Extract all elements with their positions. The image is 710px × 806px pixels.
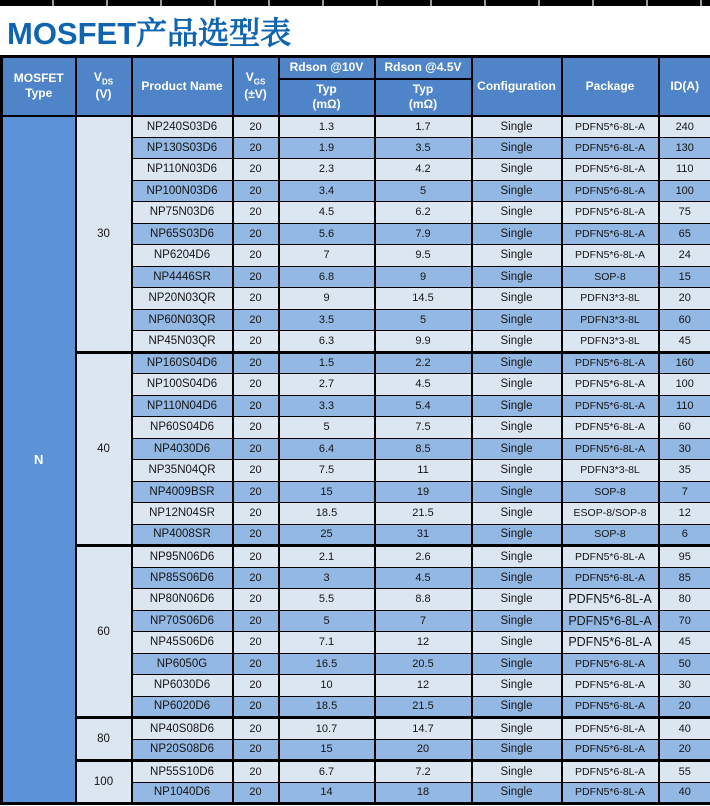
- rdson-4v5-cell: 12: [375, 632, 472, 654]
- rdson-4v5-cell: 7.2: [375, 761, 472, 783]
- configuration-cell: Single: [472, 632, 562, 654]
- rdson-10v-cell: 18.5: [279, 696, 375, 718]
- rdson-4v5-cell: 21.5: [375, 696, 472, 718]
- package-cell: PDFN5*6-8L-A: [562, 116, 659, 138]
- id-cell: 60: [659, 417, 710, 439]
- rdson-4v5-cell: 7.9: [375, 223, 472, 245]
- rdson-10v-cell: 9: [279, 288, 375, 310]
- product-name-cell: NP100S04D6: [132, 374, 233, 396]
- rdson-4v5-cell: 14.5: [375, 288, 472, 310]
- configuration-cell: Single: [472, 481, 562, 503]
- id-cell: 45: [659, 632, 710, 654]
- col-header-id: ID(A): [659, 57, 710, 116]
- rdson-4v5-cell: 11: [375, 460, 472, 482]
- configuration-cell: Single: [472, 116, 562, 138]
- configuration-cell: Single: [472, 374, 562, 396]
- product-name-cell: NP110N04D6: [132, 395, 233, 417]
- rdson-10v-cell: 1.5: [279, 352, 375, 374]
- table-body: [2, 116, 710, 804]
- product-name-cell: NP55S10D6: [132, 761, 233, 783]
- col-header-package: Package: [562, 57, 659, 116]
- vgs-cell: 20: [233, 524, 279, 546]
- rdson-10v-cell: 6.4: [279, 438, 375, 460]
- vgs-cell: 20: [233, 739, 279, 761]
- table-row: [2, 718, 710, 740]
- vds-group-cell: 100: [76, 761, 132, 804]
- configuration-cell: Single: [472, 653, 562, 675]
- package-cell: PDFN3*3-8L: [562, 288, 659, 310]
- table-row: [2, 352, 710, 374]
- product-name-cell: NP60N03QR: [132, 309, 233, 331]
- id-cell: 20: [659, 696, 710, 718]
- rdson-10v-cell: 3.5: [279, 309, 375, 331]
- vgs-cell: 20: [233, 374, 279, 396]
- package-cell: PDFN5*6-8L-A: [562, 180, 659, 202]
- vgs-symbol: V: [245, 70, 254, 85]
- product-name-cell: NP240S03D6: [132, 116, 233, 138]
- vgs-cell: 20: [233, 331, 279, 353]
- product-name-cell: NP100N03D6: [132, 180, 233, 202]
- rdson-4v5-cell: 4.5: [375, 567, 472, 589]
- vgs-cell: 20: [233, 567, 279, 589]
- col-header-vds: [76, 57, 132, 116]
- id-cell: 40: [659, 782, 710, 804]
- product-name-cell: NP12N04SR: [132, 503, 233, 525]
- id-cell: 80: [659, 589, 710, 611]
- id-cell: 85: [659, 567, 710, 589]
- package-cell: SOP-8: [562, 481, 659, 503]
- product-name-cell: NP60S04D6: [132, 417, 233, 439]
- package-cell: PDFN5*6-8L-A: [562, 438, 659, 460]
- rdson-4v5-cell: 9.9: [375, 331, 472, 353]
- rdson-10v-cell: 1.9: [279, 137, 375, 159]
- package-cell: PDFN5*6-8L-A: [562, 223, 659, 245]
- rdson-4v5-cell: 14.7: [375, 718, 472, 740]
- rdson-4v5-cell: 3.5: [375, 137, 472, 159]
- table-row: [2, 546, 710, 568]
- product-name-cell: NP45N03QR: [132, 331, 233, 353]
- rdson-4v5-cell: 7: [375, 610, 472, 632]
- configuration-cell: Single: [472, 524, 562, 546]
- rdson-4v5-cell: 31: [375, 524, 472, 546]
- id-cell: 40: [659, 718, 710, 740]
- rdson-4v5-cell: 2.2: [375, 352, 472, 374]
- vgs-cell: 20: [233, 460, 279, 482]
- configuration-cell: Single: [472, 137, 562, 159]
- col-header-product-name: Product Name: [132, 57, 233, 116]
- table-row: [2, 116, 710, 138]
- package-cell: PDFN5*6-8L-A: [562, 352, 659, 374]
- rdson-10v-cell: 15: [279, 481, 375, 503]
- vgs-cell: 20: [233, 116, 279, 138]
- rdson-10v-cell: 5: [279, 610, 375, 632]
- vds-group-cell: 40: [76, 352, 132, 546]
- col-header-rdson-10v: Rdson @10V: [279, 57, 375, 79]
- configuration-cell: Single: [472, 245, 562, 267]
- id-cell: 15: [659, 266, 710, 288]
- product-name-cell: NP65S03D6: [132, 223, 233, 245]
- configuration-cell: Single: [472, 223, 562, 245]
- vgs-cell: 20: [233, 266, 279, 288]
- configuration-cell: Single: [472, 266, 562, 288]
- mosfet-selection-table: [0, 55, 710, 805]
- rdson-10v-cell: 10: [279, 675, 375, 697]
- rdson-4v5-cell: 5: [375, 309, 472, 331]
- configuration-cell: Single: [472, 180, 562, 202]
- configuration-cell: Single: [472, 202, 562, 224]
- product-name-cell: NP80N06D6: [132, 589, 233, 611]
- rdson-10v-cell: 2.1: [279, 546, 375, 568]
- product-name-cell: NP20N03QR: [132, 288, 233, 310]
- rdson-10v-cell: 5: [279, 417, 375, 439]
- package-cell: PDFN3*3-8L: [562, 460, 659, 482]
- id-cell: 100: [659, 180, 710, 202]
- vgs-cell: 20: [233, 137, 279, 159]
- vgs-cell: 20: [233, 589, 279, 611]
- configuration-cell: Single: [472, 460, 562, 482]
- package-cell: PDFN5*6-8L-A: [562, 718, 659, 740]
- rdson-10v-cell: 3: [279, 567, 375, 589]
- rdson-4v5-cell: 20.5: [375, 653, 472, 675]
- configuration-cell: Single: [472, 352, 562, 374]
- product-name-cell: NP45S06D6: [132, 632, 233, 654]
- vgs-cell: 20: [233, 782, 279, 804]
- col-header-configuration: Configuration: [472, 57, 562, 116]
- rdson-10v-cell: 7.1: [279, 632, 375, 654]
- rdson-10v-cell: 2.3: [279, 159, 375, 181]
- rdson-10v-cell: 16.5: [279, 653, 375, 675]
- vds-subscript: DS: [101, 77, 114, 87]
- package-cell: SOP-8: [562, 266, 659, 288]
- col-header-mosfet-type-line2: Type: [25, 86, 53, 101]
- package-cell: PDFN5*6-8L-A: [562, 632, 659, 654]
- rdson-4v5-cell: 21.5: [375, 503, 472, 525]
- vgs-cell: 20: [233, 288, 279, 310]
- page-title: MOSFET产品选型表: [7, 16, 292, 51]
- vds-group-cell: 80: [76, 718, 132, 761]
- typ-label: Typ: [412, 82, 434, 96]
- package-cell: PDFN5*6-8L-A: [562, 653, 659, 675]
- package-cell: PDFN5*6-8L-A: [562, 782, 659, 804]
- rdson-4v5-cell: 9.5: [375, 245, 472, 267]
- product-name-cell: NP130S03D6: [132, 137, 233, 159]
- package-cell: PDFN5*6-8L-A: [562, 137, 659, 159]
- package-cell: PDFN3*3-8L: [562, 331, 659, 353]
- table-header: [2, 57, 710, 116]
- rdson-4v5-cell: 5.4: [375, 395, 472, 417]
- vgs-unit: (±V): [244, 87, 267, 102]
- id-cell: 160: [659, 352, 710, 374]
- rdson-10v-cell: 10.7: [279, 718, 375, 740]
- vgs-cell: 20: [233, 696, 279, 718]
- rdson-4v5-cell: 9: [375, 266, 472, 288]
- rdson-10v-cell: 5.6: [279, 223, 375, 245]
- id-cell: 12: [659, 503, 710, 525]
- configuration-cell: Single: [472, 159, 562, 181]
- rdson-4v5-cell: 19: [375, 481, 472, 503]
- id-cell: 75: [659, 202, 710, 224]
- vgs-cell: 20: [233, 159, 279, 181]
- id-cell: 7: [659, 481, 710, 503]
- product-name-cell: NP6204D6: [132, 245, 233, 267]
- package-cell: ESOP-8/SOP-8: [562, 503, 659, 525]
- vgs-cell: 20: [233, 309, 279, 331]
- vds-group-cell: 60: [76, 546, 132, 718]
- rdson-4v5-cell: 20: [375, 739, 472, 761]
- vgs-cell: 20: [233, 675, 279, 697]
- package-cell: PDFN5*6-8L-A: [562, 417, 659, 439]
- configuration-cell: Single: [472, 696, 562, 718]
- id-cell: 130: [659, 137, 710, 159]
- vgs-cell: 20: [233, 395, 279, 417]
- package-cell: PDFN5*6-8L-A: [562, 245, 659, 267]
- product-name-cell: NP4009BSR: [132, 481, 233, 503]
- col-header-mosfet-type-line1: MOSFET: [13, 71, 64, 86]
- rdson-10v-cell: 5.5: [279, 589, 375, 611]
- rdson-4v5-cell: 7.5: [375, 417, 472, 439]
- product-name-cell: NP4030D6: [132, 438, 233, 460]
- vds-symbol: V: [93, 70, 102, 85]
- rdson-4v5-cell: 6.2: [375, 202, 472, 224]
- typ-unit: (mΩ): [312, 97, 341, 111]
- product-name-cell: NP4446SR: [132, 266, 233, 288]
- configuration-cell: Single: [472, 503, 562, 525]
- product-name-cell: NP20S08D6: [132, 739, 233, 761]
- configuration-cell: Single: [472, 288, 562, 310]
- col-header-typ-4v5: [375, 79, 472, 116]
- rdson-10v-cell: 4.5: [279, 202, 375, 224]
- rdson-10v-cell: 6.7: [279, 761, 375, 783]
- id-cell: 30: [659, 438, 710, 460]
- id-cell: 20: [659, 739, 710, 761]
- rdson-4v5-cell: 4.5: [375, 374, 472, 396]
- product-name-cell: NP40S08D6: [132, 718, 233, 740]
- rdson-10v-cell: 14: [279, 782, 375, 804]
- id-cell: 60: [659, 309, 710, 331]
- id-cell: 70: [659, 610, 710, 632]
- vgs-cell: 20: [233, 352, 279, 374]
- rdson-4v5-cell: 5: [375, 180, 472, 202]
- rdson-10v-cell: 2.7: [279, 374, 375, 396]
- product-name-cell: NP85S06D6: [132, 567, 233, 589]
- id-cell: 6: [659, 524, 710, 546]
- id-cell: 65: [659, 223, 710, 245]
- col-header-mosfet-type: [2, 57, 76, 116]
- package-cell: PDFN5*6-8L-A: [562, 675, 659, 697]
- rdson-10v-cell: 6.8: [279, 266, 375, 288]
- header-row-1: [2, 57, 710, 79]
- vgs-cell: 20: [233, 481, 279, 503]
- configuration-cell: Single: [472, 675, 562, 697]
- id-cell: 35: [659, 460, 710, 482]
- id-cell: 240: [659, 116, 710, 138]
- product-name-cell: NP110N03D6: [132, 159, 233, 181]
- id-cell: 100: [659, 374, 710, 396]
- package-cell: SOP-8: [562, 524, 659, 546]
- product-name-cell: NP95N06D6: [132, 546, 233, 568]
- rdson-10v-cell: 7.5: [279, 460, 375, 482]
- package-cell: PDFN5*6-8L-A: [562, 546, 659, 568]
- configuration-cell: Single: [472, 438, 562, 460]
- vgs-cell: 20: [233, 761, 279, 783]
- vgs-cell: 20: [233, 245, 279, 267]
- package-cell: PDFN5*6-8L-A: [562, 202, 659, 224]
- rdson-4v5-cell: 1.7: [375, 116, 472, 138]
- product-name-cell: NP6030D6: [132, 675, 233, 697]
- rdson-10v-cell: 3.3: [279, 395, 375, 417]
- configuration-cell: Single: [472, 546, 562, 568]
- id-cell: 20: [659, 288, 710, 310]
- package-cell: PDFN5*6-8L-A: [562, 589, 659, 611]
- package-cell: PDFN5*6-8L-A: [562, 739, 659, 761]
- vds-group-cell: 30: [76, 116, 132, 353]
- vgs-cell: 20: [233, 223, 279, 245]
- mosfet-type-cell: N: [2, 116, 76, 804]
- col-header-rdson-4v5: Rdson @4.5V: [375, 57, 472, 79]
- rdson-10v-cell: 18.5: [279, 503, 375, 525]
- id-cell: 55: [659, 761, 710, 783]
- product-name-cell: NP6050G: [132, 653, 233, 675]
- id-cell: 30: [659, 675, 710, 697]
- typ-unit: (mΩ): [408, 97, 438, 111]
- configuration-cell: Single: [472, 761, 562, 783]
- title-bar: [0, 6, 710, 55]
- rdson-4v5-cell: 4.2: [375, 159, 472, 181]
- id-cell: 24: [659, 245, 710, 267]
- product-name-cell: NP35N04QR: [132, 460, 233, 482]
- configuration-cell: Single: [472, 567, 562, 589]
- col-header-vgs: [233, 57, 279, 116]
- rdson-10v-cell: 3.4: [279, 180, 375, 202]
- configuration-cell: Single: [472, 782, 562, 804]
- id-cell: 45: [659, 331, 710, 353]
- id-cell: 95: [659, 546, 710, 568]
- typ-label: Typ: [316, 82, 337, 96]
- configuration-cell: Single: [472, 739, 562, 761]
- rdson-4v5-cell: 2.6: [375, 546, 472, 568]
- configuration-cell: Single: [472, 610, 562, 632]
- vgs-cell: 20: [233, 718, 279, 740]
- rdson-10v-cell: 25: [279, 524, 375, 546]
- col-header-typ-10v: [279, 79, 375, 116]
- rdson-10v-cell: 7: [279, 245, 375, 267]
- rdson-4v5-cell: 12: [375, 675, 472, 697]
- vgs-cell: 20: [233, 417, 279, 439]
- configuration-cell: Single: [472, 417, 562, 439]
- package-cell: PDFN5*6-8L-A: [562, 395, 659, 417]
- package-cell: PDFN5*6-8L-A: [562, 610, 659, 632]
- vgs-cell: 20: [233, 438, 279, 460]
- configuration-cell: Single: [472, 395, 562, 417]
- id-cell: 110: [659, 159, 710, 181]
- vgs-cell: 20: [233, 653, 279, 675]
- rdson-4v5-cell: 8.8: [375, 589, 472, 611]
- vgs-cell: 20: [233, 610, 279, 632]
- rdson-4v5-cell: 18: [375, 782, 472, 804]
- vgs-subscript: GS: [253, 77, 266, 87]
- vgs-cell: 20: [233, 202, 279, 224]
- id-cell: 50: [659, 653, 710, 675]
- product-name-cell: NP4008SR: [132, 524, 233, 546]
- configuration-cell: Single: [472, 309, 562, 331]
- rdson-4v5-cell: 8.5: [375, 438, 472, 460]
- package-cell: PDFN3*3-8L: [562, 309, 659, 331]
- product-name-cell: NP75N03D6: [132, 202, 233, 224]
- configuration-cell: Single: [472, 589, 562, 611]
- package-cell: PDFN5*6-8L-A: [562, 696, 659, 718]
- vgs-cell: 20: [233, 632, 279, 654]
- product-name-cell: NP6020D6: [132, 696, 233, 718]
- vgs-cell: 20: [233, 180, 279, 202]
- package-cell: PDFN5*6-8L-A: [562, 761, 659, 783]
- configuration-cell: Single: [472, 718, 562, 740]
- vds-unit: (V): [95, 87, 112, 102]
- configuration-cell: Single: [472, 331, 562, 353]
- rdson-10v-cell: 1.3: [279, 116, 375, 138]
- vgs-cell: 20: [233, 503, 279, 525]
- rdson-10v-cell: 15: [279, 739, 375, 761]
- product-name-cell: NP160S04D6: [132, 352, 233, 374]
- package-cell: PDFN5*6-8L-A: [562, 159, 659, 181]
- package-cell: PDFN5*6-8L-A: [562, 567, 659, 589]
- package-cell: PDFN5*6-8L-A: [562, 374, 659, 396]
- table-row: [2, 761, 710, 783]
- product-name-cell: NP1040D6: [132, 782, 233, 804]
- vgs-cell: 20: [233, 546, 279, 568]
- id-cell: 110: [659, 395, 710, 417]
- product-name-cell: NP70S06D6: [132, 610, 233, 632]
- rdson-10v-cell: 6.3: [279, 331, 375, 353]
